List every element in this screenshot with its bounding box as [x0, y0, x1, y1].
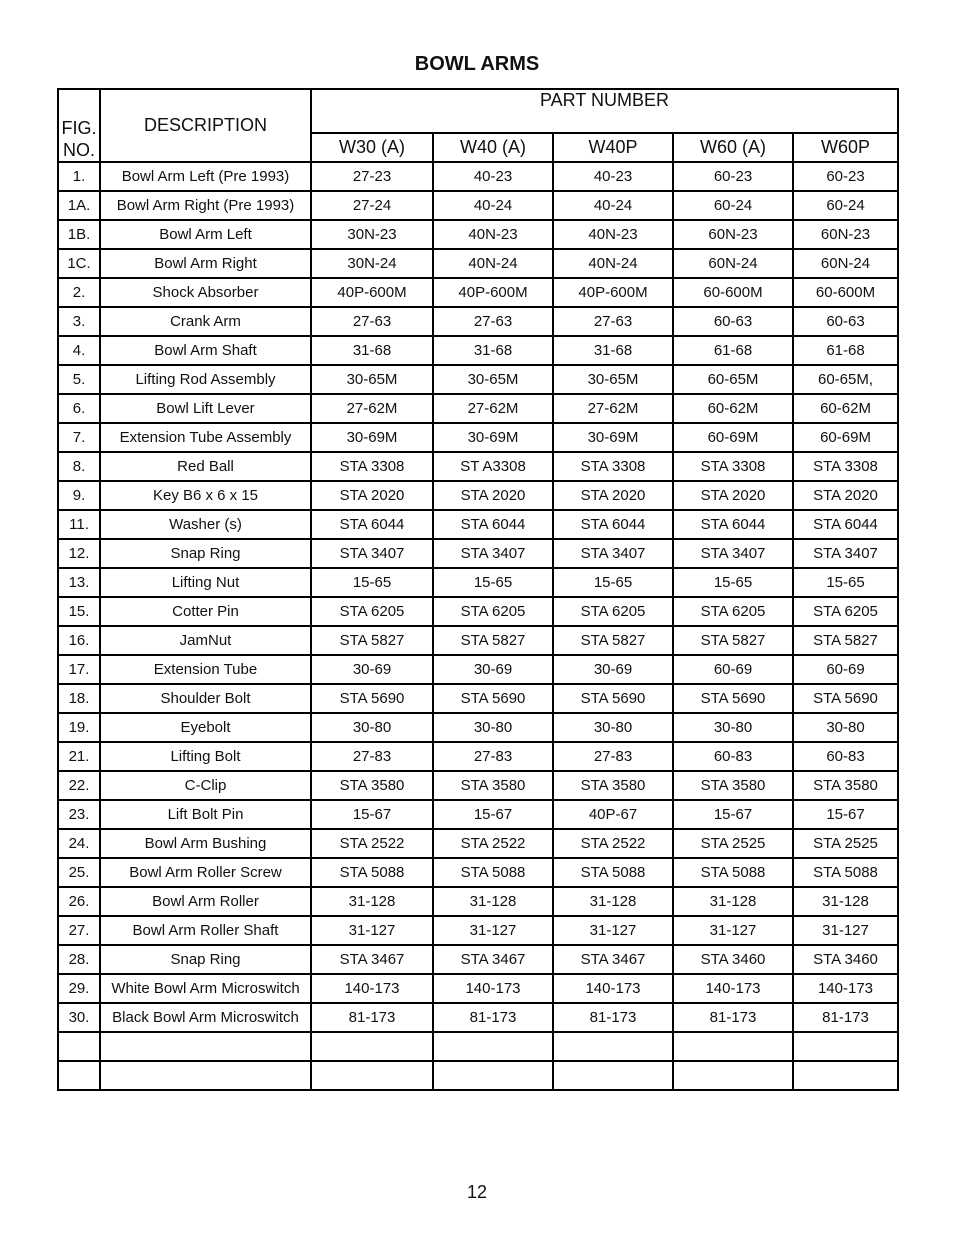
part-number-cell: 15-67 — [433, 800, 553, 829]
table-row — [58, 916, 898, 945]
part-number-cell: STA 6205 — [793, 597, 898, 626]
part-number-cell: 40-23 — [553, 162, 673, 191]
description-cell: Snap Ring — [100, 945, 311, 974]
part-number-header: PART NUMBER — [311, 89, 898, 133]
part-number-cell: 40N-24 — [553, 249, 673, 278]
part-number-cell: STA 3580 — [433, 771, 553, 800]
fig-no-cell: 7. — [58, 423, 100, 452]
part-number-cell: 60-600M — [673, 278, 793, 307]
part-number-cell: 61-68 — [793, 336, 898, 365]
part-number-cell: 27-62M — [433, 394, 553, 423]
description-cell: Shoulder Bolt — [100, 684, 311, 713]
description-cell: Bowl Arm Left — [100, 220, 311, 249]
part-number-cell: 40N-23 — [433, 220, 553, 249]
model-header-w60p: W60P — [793, 133, 898, 162]
table-row — [58, 481, 898, 510]
model-header-w60a: W60 (A) — [673, 133, 793, 162]
part-number-cell: 27-62M — [553, 394, 673, 423]
description-cell: Black Bowl Arm Microswitch — [100, 1003, 311, 1032]
part-number-cell: STA 6205 — [311, 597, 433, 626]
fig-no-cell: 6. — [58, 394, 100, 423]
part-number-cell: STA 3580 — [311, 771, 433, 800]
part-number-cell: 60-600M — [793, 278, 898, 307]
part-number-cell: 60-65M, — [793, 365, 898, 394]
part-number-cell: STA 3580 — [793, 771, 898, 800]
fig-no-cell: 25. — [58, 858, 100, 887]
table-row — [58, 510, 898, 539]
description-cell: Washer (s) — [100, 510, 311, 539]
part-number-cell: 40-23 — [433, 162, 553, 191]
part-number-cell — [433, 1061, 553, 1090]
part-number-cell: STA 3460 — [673, 945, 793, 974]
part-number-cell: STA 3407 — [311, 539, 433, 568]
table-row — [58, 684, 898, 713]
description-cell: Lifting Rod Assembly — [100, 365, 311, 394]
part-number-cell: 60-69M — [793, 423, 898, 452]
part-number-cell: 81-173 — [433, 1003, 553, 1032]
part-number-cell — [311, 1032, 433, 1061]
part-number-cell: 31-127 — [793, 916, 898, 945]
part-number-cell — [553, 1061, 673, 1090]
description-cell: Extension Tube — [100, 655, 311, 684]
part-number-cell: 140-173 — [311, 974, 433, 1003]
part-number-cell: STA 6205 — [553, 597, 673, 626]
part-number-cell — [311, 1061, 433, 1090]
fig-no-cell: 2. — [58, 278, 100, 307]
part-number-cell: 61-68 — [673, 336, 793, 365]
part-number-cell: 40N-24 — [433, 249, 553, 278]
part-number-cell: 60-24 — [793, 191, 898, 220]
part-number-cell: 31-127 — [433, 916, 553, 945]
part-number-cell: 60-83 — [673, 742, 793, 771]
part-number-cell: STA 3308 — [673, 452, 793, 481]
description-cell: JamNut — [100, 626, 311, 655]
part-number-cell: 15-67 — [793, 800, 898, 829]
part-number-cell: 60-23 — [673, 162, 793, 191]
part-number-cell: 60-23 — [793, 162, 898, 191]
part-number-cell: 30-69M — [433, 423, 553, 452]
fig-no-cell: 17. — [58, 655, 100, 684]
part-number-cell: 60-63 — [793, 307, 898, 336]
part-number-cell: 60N-24 — [673, 249, 793, 278]
part-number-cell: 40P-67 — [553, 800, 673, 829]
part-number-cell: 60N-23 — [673, 220, 793, 249]
part-number-cell: 27-24 — [311, 191, 433, 220]
part-number-cell: STA 2020 — [793, 481, 898, 510]
fig-no-cell: 15. — [58, 597, 100, 626]
part-number-cell: STA 5088 — [793, 858, 898, 887]
part-number-cell: STA 5827 — [673, 626, 793, 655]
fig-no-cell: 19. — [58, 713, 100, 742]
part-number-cell — [553, 1032, 673, 1061]
part-number-cell — [433, 1032, 553, 1061]
part-number-cell: 30-65M — [433, 365, 553, 394]
table-row — [58, 423, 898, 452]
part-number-cell: STA 3407 — [433, 539, 553, 568]
part-number-cell: 27-62M — [311, 394, 433, 423]
table-row — [58, 945, 898, 974]
part-number-cell: STA 2522 — [311, 829, 433, 858]
part-number-cell: 81-173 — [553, 1003, 673, 1032]
part-number-cell: 30-69M — [311, 423, 433, 452]
part-number-cell: 30-80 — [673, 713, 793, 742]
description-cell — [100, 1061, 311, 1090]
part-number-cell: 140-173 — [433, 974, 553, 1003]
description-cell: Key B6 x 6 x 15 — [100, 481, 311, 510]
description-cell: Bowl Arm Shaft — [100, 336, 311, 365]
description-cell: Snap Ring — [100, 539, 311, 568]
fig-header-line1: FIG. — [61, 118, 97, 138]
fig-no-cell: 11. — [58, 510, 100, 539]
part-number-cell: 15-65 — [673, 568, 793, 597]
part-number-cell: 140-173 — [673, 974, 793, 1003]
table-row — [58, 771, 898, 800]
parts-table-body — [58, 162, 898, 1090]
part-number-cell: STA 6044 — [433, 510, 553, 539]
fig-no-cell: 18. — [58, 684, 100, 713]
table-row — [58, 800, 898, 829]
part-number-cell: 31-128 — [311, 887, 433, 916]
part-number-cell: 60-69 — [673, 655, 793, 684]
table-row — [58, 191, 898, 220]
table-row — [58, 626, 898, 655]
part-number-cell: STA 5827 — [433, 626, 553, 655]
fig-no-cell: 28. — [58, 945, 100, 974]
part-number-cell: 30N-24 — [311, 249, 433, 278]
part-number-cell: 27-63 — [433, 307, 553, 336]
header-row-top — [58, 89, 898, 133]
part-number-cell: 40P-600M — [553, 278, 673, 307]
part-number-cell: 40-24 — [553, 191, 673, 220]
table-row — [58, 307, 898, 336]
fig-no-cell: 16. — [58, 626, 100, 655]
part-number-cell — [793, 1032, 898, 1061]
part-number-cell: 60-24 — [673, 191, 793, 220]
description-cell: Shock Absorber — [100, 278, 311, 307]
description-cell: Lifting Nut — [100, 568, 311, 597]
table-row — [58, 539, 898, 568]
part-number-cell: 81-173 — [793, 1003, 898, 1032]
description-cell: Bowl Lift Lever — [100, 394, 311, 423]
table-row — [58, 278, 898, 307]
part-number-cell: STA 2522 — [553, 829, 673, 858]
page-title: BOWL ARMS — [414, 53, 540, 75]
description-cell: White Bowl Arm Microswitch — [100, 974, 311, 1003]
part-number-cell: STA 5690 — [553, 684, 673, 713]
part-number-cell: STA 3467 — [553, 945, 673, 974]
part-number-cell: 15-65 — [553, 568, 673, 597]
part-number-cell: 60-63 — [673, 307, 793, 336]
part-number-cell: 27-83 — [433, 742, 553, 771]
part-number-cell: STA 2525 — [673, 829, 793, 858]
table-row — [58, 162, 898, 191]
description-cell: Red Ball — [100, 452, 311, 481]
fig-no-cell — [58, 1032, 100, 1061]
description-cell: Bowl Arm Roller — [100, 887, 311, 916]
description-cell: Lifting Bolt — [100, 742, 311, 771]
part-number-cell: 31-68 — [553, 336, 673, 365]
part-number-cell: STA 3460 — [793, 945, 898, 974]
part-number-cell: ST A3308 — [433, 452, 553, 481]
part-number-cell: 27-63 — [553, 307, 673, 336]
part-number-cell: 27-83 — [553, 742, 673, 771]
part-number-cell: 15-65 — [793, 568, 898, 597]
table-row — [58, 858, 898, 887]
part-number-cell: 31-127 — [553, 916, 673, 945]
part-number-cell: 31-127 — [311, 916, 433, 945]
part-number-cell: 30-80 — [793, 713, 898, 742]
fig-no-cell: 23. — [58, 800, 100, 829]
description-cell: Crank Arm — [100, 307, 311, 336]
fig-no-cell: 21. — [58, 742, 100, 771]
fig-no-cell: 13. — [58, 568, 100, 597]
part-number-cell: 15-67 — [673, 800, 793, 829]
part-number-cell: 140-173 — [793, 974, 898, 1003]
part-number-cell: 81-173 — [673, 1003, 793, 1032]
part-number-cell — [793, 1061, 898, 1090]
part-number-cell: 60-69 — [793, 655, 898, 684]
part-number-cell: STA 3407 — [793, 539, 898, 568]
fig-no-cell — [58, 1061, 100, 1090]
fig-no-cell: 1A. — [58, 191, 100, 220]
fig-no-cell: 1. — [58, 162, 100, 191]
fig-no-cell: 4. — [58, 336, 100, 365]
part-number-cell: 15-67 — [311, 800, 433, 829]
description-cell: Bowl Arm Right — [100, 249, 311, 278]
fig-no-cell: 5. — [58, 365, 100, 394]
part-number-cell: STA 6205 — [433, 597, 553, 626]
part-number-cell: 30-80 — [311, 713, 433, 742]
part-number-cell: STA 5088 — [433, 858, 553, 887]
description-cell: Bowl Arm Right (Pre 1993) — [100, 191, 311, 220]
part-number-cell: STA 5690 — [433, 684, 553, 713]
table-row — [58, 887, 898, 916]
description-cell: Bowl Arm Left (Pre 1993) — [100, 162, 311, 191]
part-number-cell: STA 2525 — [793, 829, 898, 858]
table-row — [58, 365, 898, 394]
table-row — [58, 655, 898, 684]
parts-table — [57, 88, 899, 1091]
table-row — [58, 394, 898, 423]
part-number-cell: STA 3407 — [673, 539, 793, 568]
part-number-cell: STA 3467 — [433, 945, 553, 974]
description-header: DESCRIPTION — [100, 89, 311, 162]
part-number-cell: 31-127 — [673, 916, 793, 945]
description-cell: Lift Bolt Pin — [100, 800, 311, 829]
part-number-cell: 30-65M — [311, 365, 433, 394]
part-number-cell: STA 6044 — [673, 510, 793, 539]
part-number-cell: STA 3308 — [553, 452, 673, 481]
table-row — [58, 742, 898, 771]
part-number-cell: STA 2020 — [433, 481, 553, 510]
part-number-cell: 81-173 — [311, 1003, 433, 1032]
part-number-cell: 15-65 — [433, 568, 553, 597]
table-row — [58, 1003, 898, 1032]
part-number-cell: 30-69 — [311, 655, 433, 684]
part-number-cell: STA 6044 — [793, 510, 898, 539]
part-number-cell: 31-128 — [553, 887, 673, 916]
table-row — [58, 597, 898, 626]
part-number-cell: 15-65 — [311, 568, 433, 597]
part-number-cell: STA 3308 — [793, 452, 898, 481]
part-number-cell: 31-128 — [793, 887, 898, 916]
part-number-cell: STA 5088 — [311, 858, 433, 887]
part-number-cell: STA 3467 — [311, 945, 433, 974]
page-number: 12 — [466, 1182, 488, 1202]
table-row — [58, 1061, 898, 1090]
model-header-w40p: W40P — [553, 133, 673, 162]
model-header-w30a: W30 (A) — [311, 133, 433, 162]
part-number-cell — [673, 1061, 793, 1090]
fig-no-cell: 1B. — [58, 220, 100, 249]
part-number-cell: 30-80 — [553, 713, 673, 742]
table-row — [58, 336, 898, 365]
part-number-cell: 30-80 — [433, 713, 553, 742]
part-number-cell: 31-128 — [433, 887, 553, 916]
part-number-cell: 27-23 — [311, 162, 433, 191]
part-number-cell: STA 3308 — [311, 452, 433, 481]
part-number-cell: STA 2020 — [673, 481, 793, 510]
part-number-cell: 60-83 — [793, 742, 898, 771]
fig-no-cell: 8. — [58, 452, 100, 481]
part-number-cell: STA 6205 — [673, 597, 793, 626]
table-row — [58, 452, 898, 481]
description-cell — [100, 1032, 311, 1061]
table-row — [58, 1032, 898, 1061]
part-number-cell: 60-62M — [673, 394, 793, 423]
part-number-cell: 40P-600M — [311, 278, 433, 307]
part-number-cell: STA 6044 — [311, 510, 433, 539]
part-number-cell: 60-69M — [673, 423, 793, 452]
part-number-cell: STA 5690 — [311, 684, 433, 713]
fig-no-cell: 24. — [58, 829, 100, 858]
part-number-cell: STA 5827 — [553, 626, 673, 655]
description-cell: Extension Tube Assembly — [100, 423, 311, 452]
fig-no-cell: 12. — [58, 539, 100, 568]
description-cell: Eyebolt — [100, 713, 311, 742]
part-number-cell: STA 2522 — [433, 829, 553, 858]
fig-no-header — [58, 89, 100, 162]
part-number-cell: 27-83 — [311, 742, 433, 771]
fig-no-cell: 9. — [58, 481, 100, 510]
part-number-cell: 60N-24 — [793, 249, 898, 278]
part-number-cell: 60-65M — [673, 365, 793, 394]
part-number-cell: 30-69M — [553, 423, 673, 452]
table-row — [58, 713, 898, 742]
fig-no-cell: 30. — [58, 1003, 100, 1032]
part-number-cell: STA 5088 — [673, 858, 793, 887]
part-number-cell: STA 2020 — [553, 481, 673, 510]
table-row — [58, 974, 898, 1003]
model-header-w40a: W40 (A) — [433, 133, 553, 162]
fig-no-cell: 26. — [58, 887, 100, 916]
description-cell: C-Clip — [100, 771, 311, 800]
part-number-cell: STA 5088 — [553, 858, 673, 887]
description-cell: Cotter Pin — [100, 597, 311, 626]
part-number-cell: 40P-600M — [433, 278, 553, 307]
description-cell: Bowl Arm Roller Screw — [100, 858, 311, 887]
part-number-cell: 30-69 — [553, 655, 673, 684]
part-number-cell: STA 5690 — [793, 684, 898, 713]
table-row — [58, 220, 898, 249]
part-number-cell: 30-65M — [553, 365, 673, 394]
fig-no-cell: 1C. — [58, 249, 100, 278]
part-number-cell: 40-24 — [433, 191, 553, 220]
fig-header-line2: NO. — [62, 140, 95, 160]
part-number-cell: 30-69 — [433, 655, 553, 684]
part-number-cell: 31-128 — [673, 887, 793, 916]
description-cell: Bowl Arm Roller Shaft — [100, 916, 311, 945]
part-number-cell: STA 2020 — [311, 481, 433, 510]
part-number-cell: 60-62M — [793, 394, 898, 423]
table-row — [58, 568, 898, 597]
part-number-cell: 40N-23 — [553, 220, 673, 249]
fig-no-cell: 3. — [58, 307, 100, 336]
fig-no-cell: 22. — [58, 771, 100, 800]
description-cell: Bowl Arm Bushing — [100, 829, 311, 858]
part-number-cell: STA 3580 — [673, 771, 793, 800]
part-number-cell: 60N-23 — [793, 220, 898, 249]
part-number-cell: STA 3580 — [553, 771, 673, 800]
part-number-cell: 31-68 — [433, 336, 553, 365]
fig-no-cell: 29. — [58, 974, 100, 1003]
part-number-cell: 31-68 — [311, 336, 433, 365]
table-row — [58, 249, 898, 278]
part-number-cell — [673, 1032, 793, 1061]
part-number-cell: 30N-23 — [311, 220, 433, 249]
part-number-cell: STA 5690 — [673, 684, 793, 713]
part-number-cell: 27-63 — [311, 307, 433, 336]
table-row — [58, 829, 898, 858]
part-number-cell: STA 5827 — [793, 626, 898, 655]
fig-no-cell: 27. — [58, 916, 100, 945]
part-number-cell: STA 6044 — [553, 510, 673, 539]
part-number-cell: 140-173 — [553, 974, 673, 1003]
part-number-cell: STA 5827 — [311, 626, 433, 655]
part-number-cell: STA 3407 — [553, 539, 673, 568]
